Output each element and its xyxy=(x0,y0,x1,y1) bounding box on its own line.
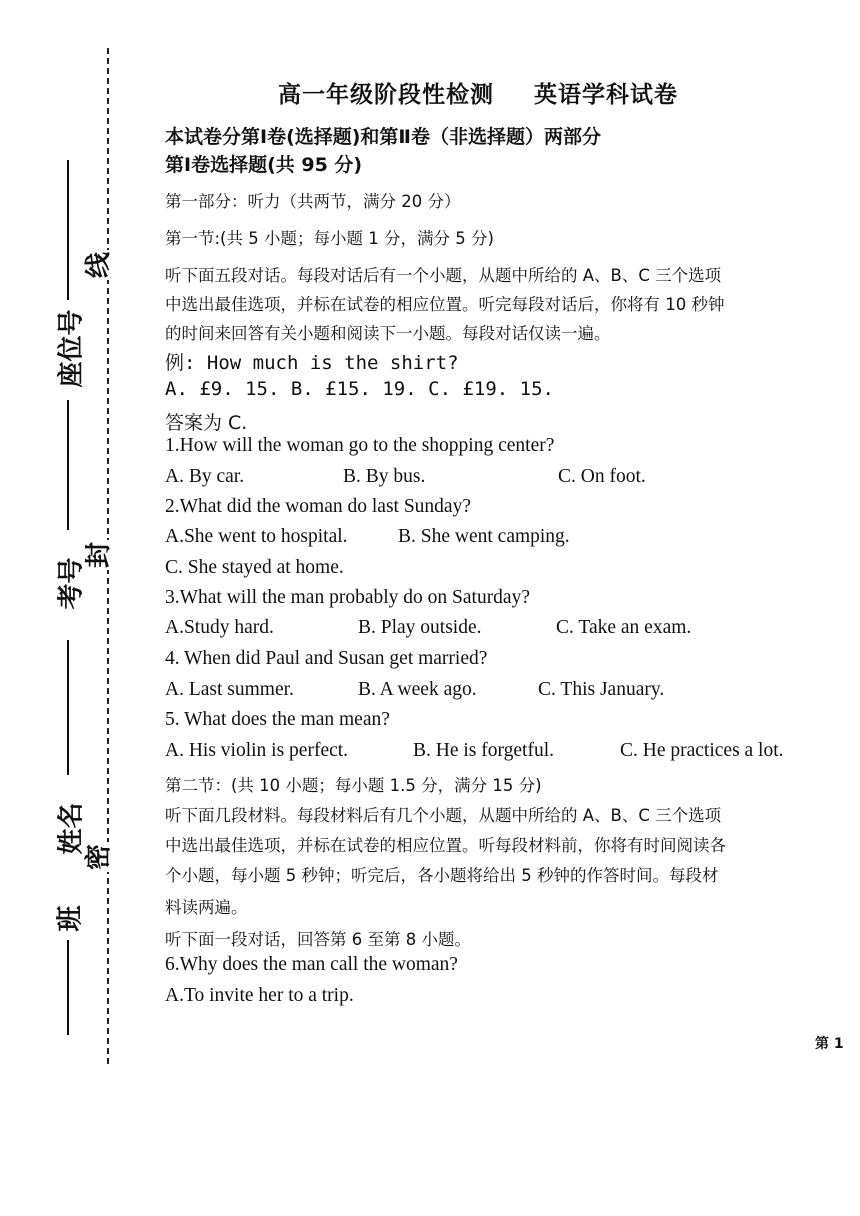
q3-option-b: B. Play outside. xyxy=(358,617,482,638)
question-5: 5. What does the man mean? xyxy=(165,709,390,730)
section2-instruction-line: 料读两遍。 xyxy=(165,898,248,917)
dialog-intro: 听下面一段对话，回答第 6 至第 8 小题。 xyxy=(165,930,471,949)
example-option-a: A. £9. 15. xyxy=(165,378,280,400)
question-5-options xyxy=(165,740,784,762)
exam-title xyxy=(278,76,678,109)
title-grade: 高一年级阶段性检测 xyxy=(278,82,494,108)
question-3: 3.What will the man probably do on Saturday? xyxy=(165,587,530,608)
question-1: 1.How will the woman go to the shopping center? xyxy=(165,435,555,456)
example-answer: 答案为 C. xyxy=(165,412,248,434)
q1-option-a: A. By car. xyxy=(165,466,245,487)
bind-char-feng: 封 xyxy=(84,542,114,569)
question-1-options xyxy=(165,466,646,488)
exam-no-label: 考号 xyxy=(56,557,87,610)
example-options xyxy=(165,378,554,400)
question-2-options xyxy=(165,526,570,548)
section2-instruction-line: 中选出最佳选项，并标在试卷的相应位置。听每段材料前，你将有时间阅读各 xyxy=(165,836,726,855)
seat-blank-line xyxy=(67,160,69,300)
q5-option-a: A. His violin is perfect. xyxy=(165,740,349,761)
q2-option-c: C. She stayed at home. xyxy=(165,557,344,578)
name-label: 姓名 xyxy=(56,802,87,855)
bind-char-xian: 线 xyxy=(84,252,114,279)
question-2: 2.What did the woman do last Sunday? xyxy=(165,496,471,517)
example-option-c: C. £19. 15. xyxy=(428,378,554,400)
question-3-options xyxy=(165,617,691,639)
bind-char-mi: 密 xyxy=(84,844,114,871)
q3-option-c: C. Take an exam. xyxy=(556,617,692,638)
q5-option-c: C. He practices a lot. xyxy=(620,740,784,761)
section1-heading: 第一节:(共 5 小题；每小题 1 分，满分 5 分) xyxy=(165,229,494,248)
q6-option-a: A.To invite her to a trip. xyxy=(165,985,354,1006)
intro-line: 本试卷分第Ⅰ卷(选择题)和第Ⅱ卷（非选择题）两部分 xyxy=(165,126,601,148)
instruction-line: 的时间来回答有关小题和阅读下一小题。每段对话仅读一遍。 xyxy=(165,324,611,343)
q4-option-b: B. A week ago. xyxy=(358,679,477,700)
q2-option-a: A.She went to hospital. xyxy=(165,526,348,547)
q4-option-c: C. This January. xyxy=(538,679,665,700)
title-subject: 英语学科试卷 xyxy=(534,82,678,108)
section2-instruction-line: 个小题，每小题 5 秒钟；听完后，各小题将给出 5 秒钟的作答时间。每段材 xyxy=(165,866,719,885)
name-blank-line xyxy=(67,640,69,775)
class-label: 班 xyxy=(55,905,86,932)
example-option-b: B. £15. 19. xyxy=(290,378,417,400)
q4-option-a: A. Last summer. xyxy=(165,679,294,700)
q1-option-b: B. By bus. xyxy=(343,466,426,487)
part1-heading: 第一部分：听力（共两节，满分 20 分） xyxy=(165,192,461,211)
question-4-options xyxy=(165,679,664,701)
question-6: 6.Why does the man call the woman? xyxy=(165,954,458,975)
q2-option-b: B. She went camping. xyxy=(398,526,570,547)
instruction-line: 中选出最佳选项，并标在试卷的相应位置。听完每段对话后，你将有 10 秒钟 xyxy=(165,295,725,314)
section2-instruction-line: 听下面几段材料。每段材料后有几个小题，从题中所给的 A、B、C 三个选项 xyxy=(165,806,722,825)
page-number: 第 1 xyxy=(815,1036,844,1052)
instruction-line: 听下面五段对话。每段对话后有一个小题，从题中所给的 A、B、C 三个选项 xyxy=(165,266,722,285)
q5-option-b: B. He is forgetful. xyxy=(413,740,554,761)
class-blank-line xyxy=(67,940,69,1035)
question-4: 4. When did Paul and Susan get married? xyxy=(165,648,488,669)
section2-heading: 第二节：(共 10 小题；每小题 1.5 分，满分 15 分) xyxy=(165,776,542,795)
q3-option-a: A.Study hard. xyxy=(165,617,274,638)
volume-line: 第Ⅰ卷选择题(共 95 分) xyxy=(165,154,363,176)
seat-label: 座位号 xyxy=(56,309,87,388)
example-question: 例: How much is the shirt? xyxy=(165,352,459,374)
q1-option-c: C. On foot. xyxy=(558,466,646,487)
exam-no-blank-line xyxy=(67,400,69,530)
